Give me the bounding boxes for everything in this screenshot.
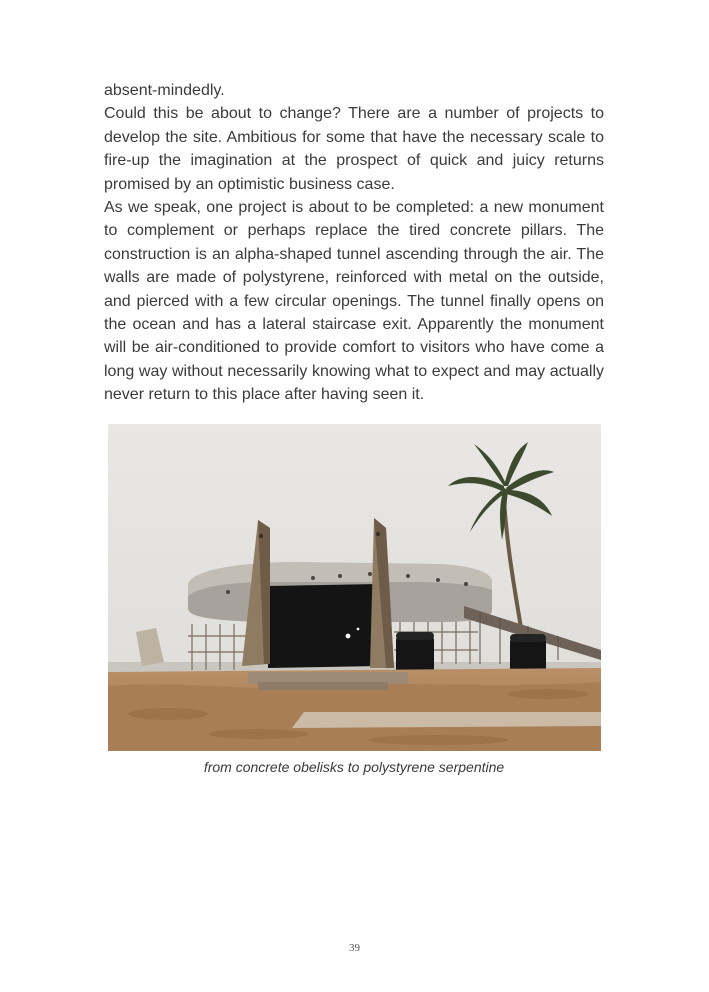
paragraph-1: absent-mindedly. — [104, 82, 225, 99]
figure-caption: from concrete obelisks to polystyrene serpentine — [203, 759, 505, 775]
paragraph-2: Could this be about to change? There are a number of projects to develop the site. Ambitious for some that have the necessary scale to fire-up the imagination at the prospect of quick and juicy returns promised by an optimistic business case. — [104, 105, 604, 193]
body-text — [104, 79, 604, 407]
monument-photo — [108, 424, 601, 751]
paragraph-3: As we speak, one project is about to be completed: a new monument to complement or perhaps replace the tired concrete pillars. The construction is an alpha-shaped tunnel ascending through the air. The walls are made of polystyrene, reinforced with metal on the outside, and pierced with a few circular openings. The tunnel finally opens on the ocean and has a lateral staircase exit. Apparently the monument will be air-conditioned to provide comfort to visitors who have come a long way without necessarily knowing what to expect and may actually never return to this place after having seen it. — [104, 199, 604, 404]
page-number: 39 — [349, 942, 360, 954]
